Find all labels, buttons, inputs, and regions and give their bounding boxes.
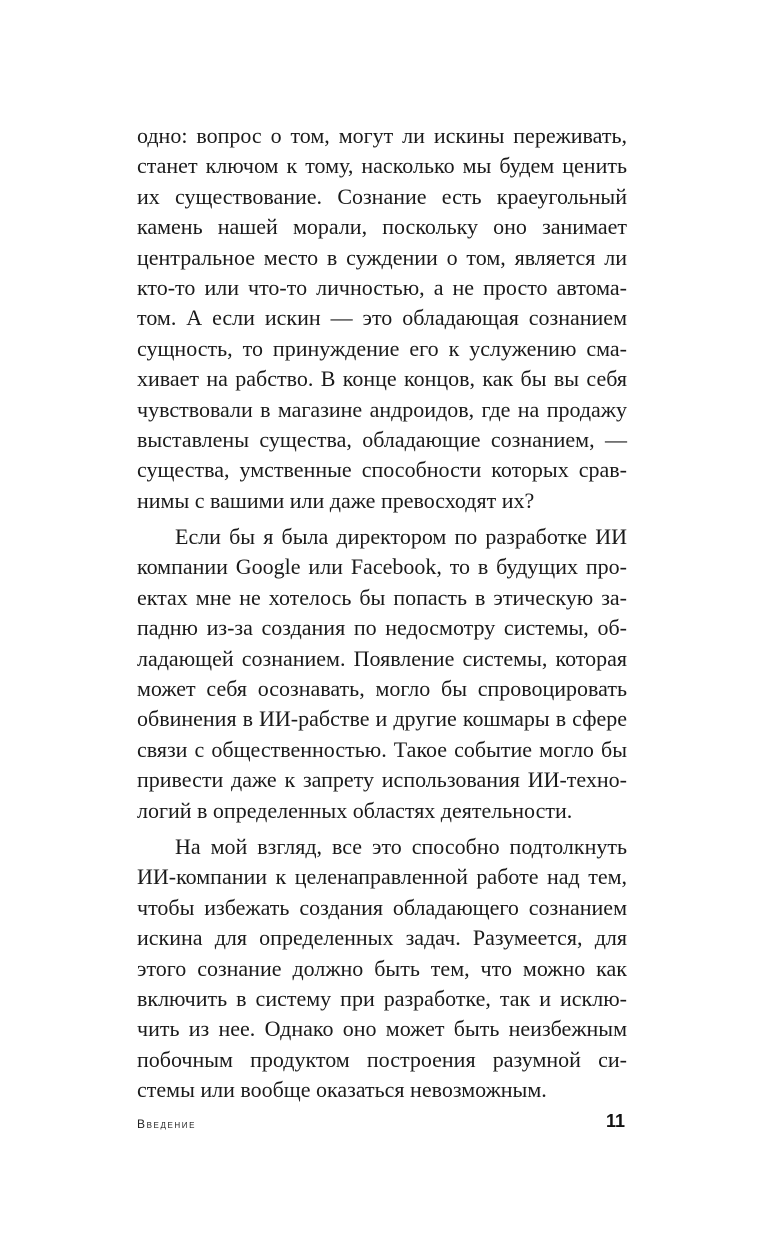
text-line: падню из-за создания по недосмотру системы, об-	[137, 615, 627, 641]
paragraph	[137, 832, 627, 1106]
running-footer-section: Введение	[137, 1117, 197, 1131]
text-line: включить в систему при разработке, так и исклю-	[137, 985, 627, 1011]
text-line: том. А если искин — это обладающая сознанием	[137, 305, 627, 331]
text-line: одно: вопрос о том, могут ли искины переживать,	[137, 123, 627, 148]
paragraph	[137, 121, 627, 516]
text-line: камень нашей морали, поскольку оно занимает	[137, 214, 627, 240]
text-line: ладающей сознанием. Появление системы, которая	[137, 645, 627, 671]
text-line: выставлены существа, обладающие сознанием, —	[137, 426, 627, 452]
text-line: компании Google или Facebook, то в будущих про-	[137, 554, 627, 580]
text-line: чить из нее. Однако оно может быть неизбежным	[137, 1016, 627, 1042]
paragraph	[137, 522, 627, 826]
text-line: чувствовали в магазине андроидов, где на продажу	[137, 396, 627, 422]
text-line: чтобы избежать создания обладающего сознанием	[137, 894, 627, 920]
text-line: На мой взгляд, все это способно подтолкнуть	[175, 833, 627, 859]
text-line: Если бы я была директором по разработке ИИ	[175, 524, 627, 550]
text-line: станет ключом к тому, насколько мы будем ценить	[137, 153, 627, 179]
text-line: нимы с вашими или даже превосходят их?	[137, 487, 535, 513]
text-line: ектах мне не хотелось бы попасть в этическую за-	[137, 584, 627, 610]
text-line: стемы или вообще оказаться невозможным.	[137, 1077, 547, 1103]
text-line: сущность, то принуждение его к услужению сма-	[137, 335, 627, 361]
text-line: кто-то или что-то личностью, а не просто автома-	[137, 274, 627, 300]
text-line: хивает на рабство. В конце концов, как бы вы себя	[137, 366, 627, 392]
text-line: искина для определенных задач. Разумеется, для	[137, 925, 627, 951]
text-line: ИИ-компании к целенаправленной работе над тем,	[137, 864, 627, 890]
text-line: центральное место в суждении о том, является ли	[137, 244, 627, 270]
text-line: побочным продуктом построения разумной си-	[137, 1046, 627, 1072]
text-line: связи с общественностью. Такое событие могло бы	[137, 736, 627, 762]
text-line: может себя осознавать, могло бы спровоцировать	[137, 676, 627, 702]
text-line: этого сознание должно быть тем, что можно как	[137, 955, 627, 981]
text-line: обвинения в ИИ-рабстве и другие кошмары в сфере	[137, 706, 627, 732]
text-line: их существование. Сознание есть краеугольный	[137, 183, 627, 209]
text-line: существа, умственные способности которых срав-	[137, 457, 627, 483]
text-line: логий в определенных областях деятельности.	[137, 797, 573, 823]
body-text	[137, 121, 627, 1106]
text-line: привести даже к запрету использования ИИ-техно-	[137, 767, 627, 793]
page-number: 11	[605, 1111, 625, 1131]
